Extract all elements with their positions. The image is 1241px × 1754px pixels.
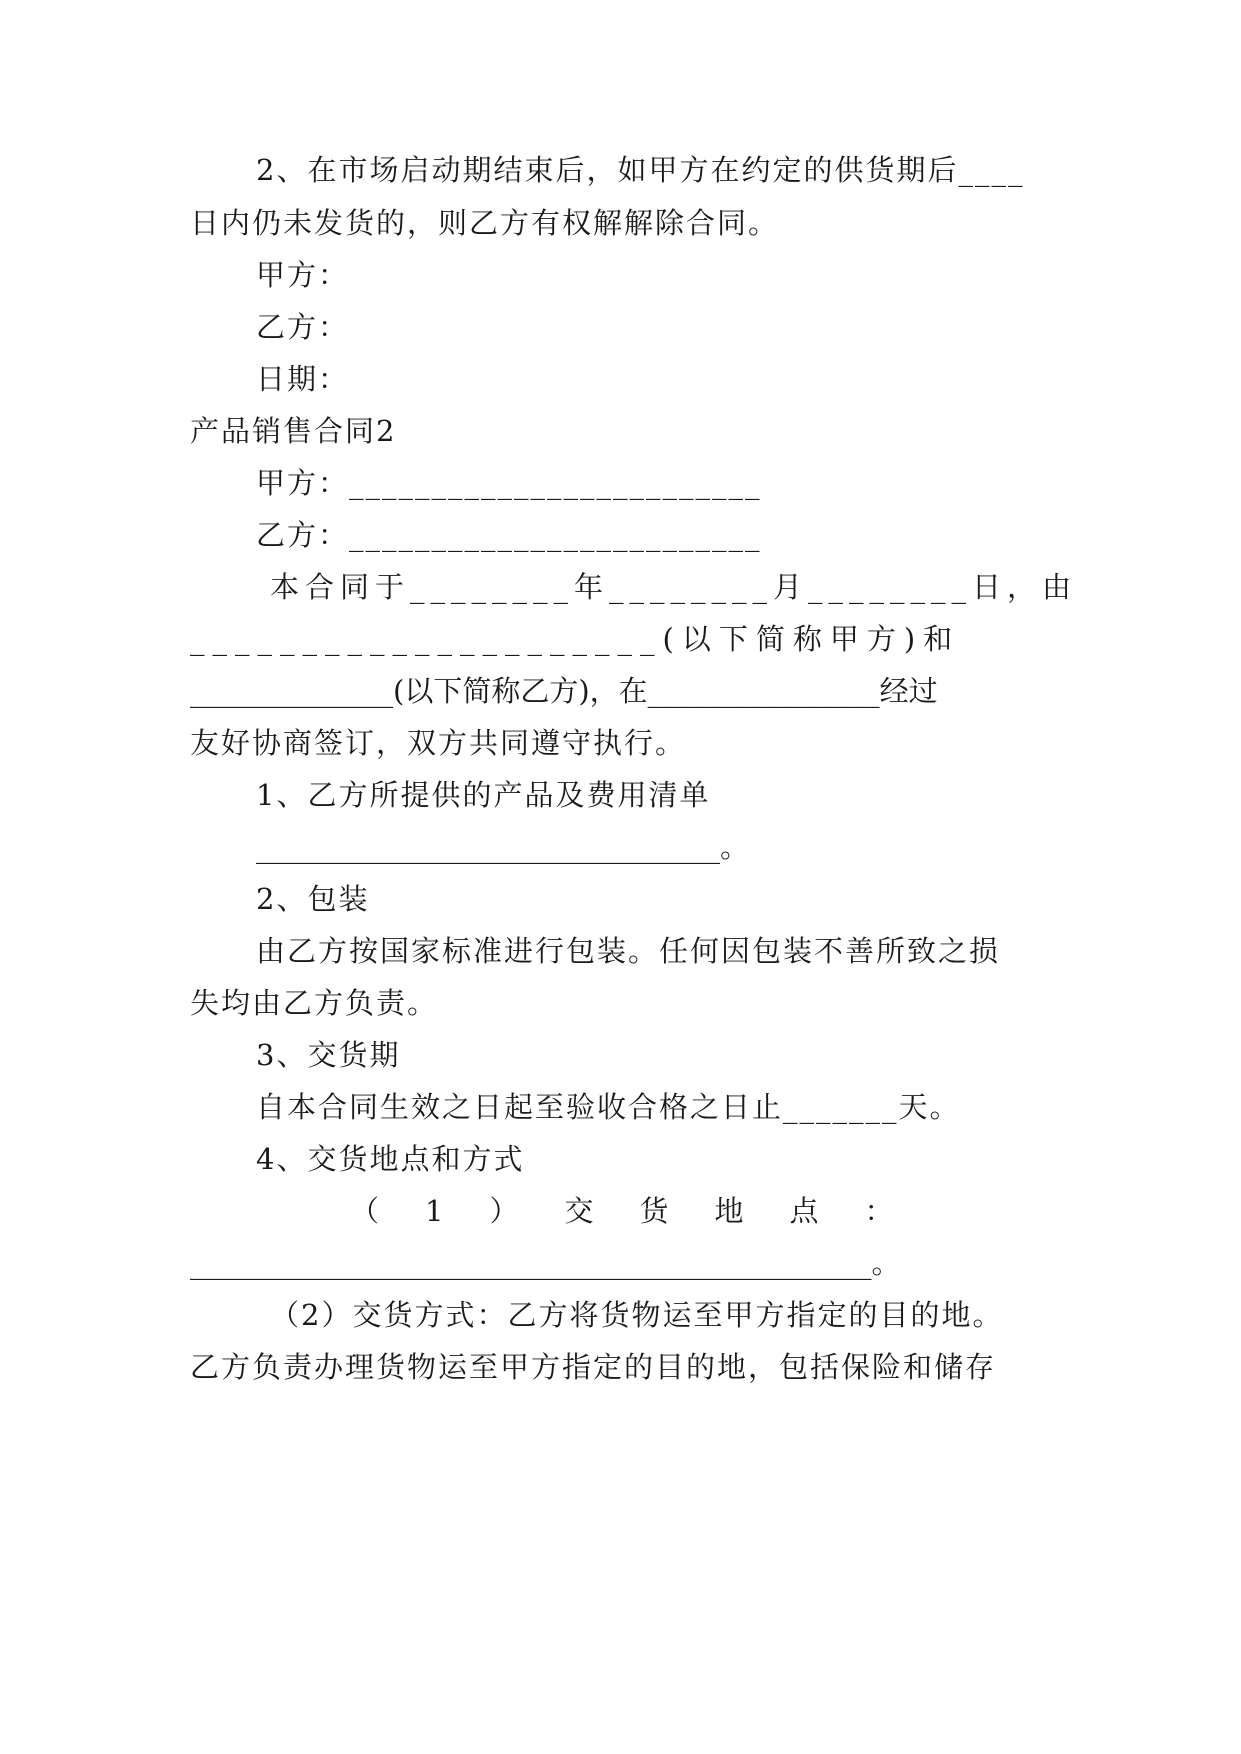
clause-1-blank: ________________________________。 [256, 830, 750, 864]
preamble-line-2: _____________________(以下简称甲方)和 [190, 622, 961, 656]
preamble-line-4: 友好协商签订，双方共同遵守执行。 [190, 726, 687, 760]
contract-title: 产品销售合同2 [190, 414, 397, 448]
party-a-field: 甲方：_________________________ [256, 466, 762, 500]
preamble-line-1: 本合同于________年________月________日，由 [270, 570, 1078, 604]
party-a-signature-label: 甲方： [256, 258, 350, 292]
clause-2-body-line-2: 失均由乙方负责。 [190, 986, 439, 1020]
preamble-line-3: ______________(以下简称乙方)，在________________经过 [190, 674, 938, 708]
clause-2-body-line-1: 由乙方按国家标准进行包装。任何因包装不善所致之损 [256, 934, 1001, 968]
clause-2-heading: 2、包装 [256, 882, 370, 916]
clause-3-heading: 3、交货期 [256, 1038, 401, 1072]
party-b-signature-label: 乙方： [256, 310, 350, 344]
clause-2-line-1: 2、在市场启动期结束后，如甲方在约定的供货期后____ [256, 153, 1025, 187]
delivery-location-blank: _______________________________________________。 [190, 1246, 901, 1280]
date-signature-label: 日期： [256, 362, 350, 396]
delivery-method-line-2: 乙方负责办理货物运至甲方指定的目的地，包括保险和储存 [190, 1350, 997, 1384]
party-b-field: 乙方：_________________________ [256, 518, 762, 552]
clause-3-body: 自本合同生效之日起至验收合格之日止_______天。 [256, 1090, 961, 1124]
clause-2-line-2: 日内仍未发货的，则乙方有权解解除合同。 [190, 206, 780, 240]
clause-1-heading: 1、乙方所提供的产品及费用清单 [256, 778, 711, 812]
delivery-location-label: （1）交货地点： [350, 1194, 940, 1228]
clause-4-heading: 4、交货地点和方式 [256, 1142, 525, 1176]
delivery-method-line-1: （2）交货方式：乙方将货物运至甲方指定的目的地。 [270, 1298, 1004, 1332]
